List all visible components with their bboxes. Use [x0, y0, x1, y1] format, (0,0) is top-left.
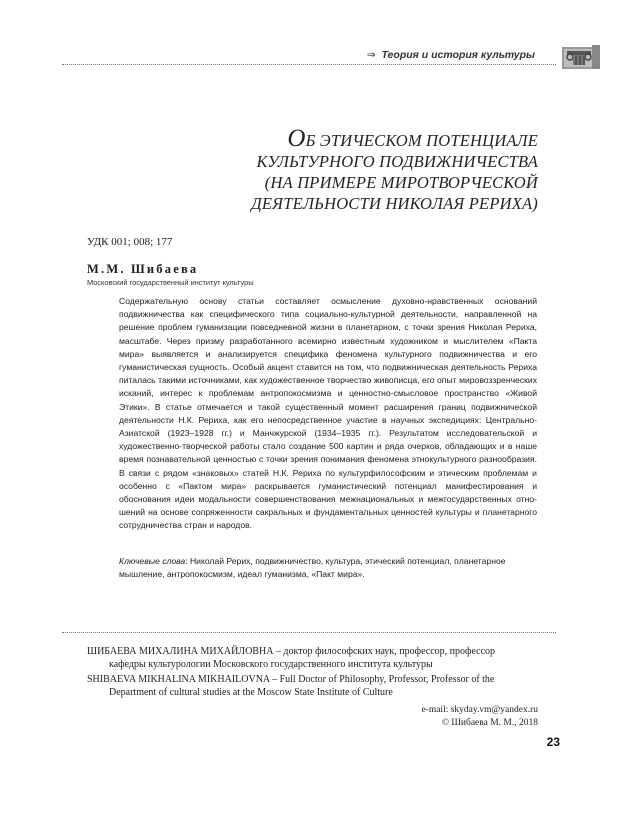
bio-en-line-2: Department of cultural studies at the Moscow State Institute of Culture [109, 686, 393, 698]
author-contacts [421, 704, 538, 730]
title-line-2: КУЛЬТУРНОГО ПОДВИЖНИЧЕСТВА [256, 152, 538, 171]
copyright: © Шибаева М. М., 2018 [441, 718, 538, 728]
page-number: 23 [546, 735, 560, 749]
header-divider [62, 64, 556, 65]
abstract: Содержательную основу статьи составляет осмысление духовно-нравственных оснований подвижничества как специфического типа социально-культурной деятельности, направленной на решение проблем гуманизации повседневной жизни в планетарном, с точки зрения Николая Рериха, масштабе. Через призму разработанного всемирно известным художником и мыслителем «Пакта мира» выявляется и анализируется специфика феномена культурного подвижничества и его гуманистическая сущность. Особый акцент ставится на том, что подвижническая деятельность Рериха питалась такими источниками, как художественное творчество живописца, его опыт мировоззренческих исканий, интерес к проблемам антропокосмизма и ценностно-смысловое пространство «Живой Этики». В статье отмечается и такой существенный момент расширения границ подвижнической деятельности Н.К. Рериха, как его непосредственное участие в научных экспедициях: Центрально-Азиатской (1923–1928 гг.) и Манчжурской (1934–1935 гг.). Результатом исследовательской и художественно-творческой работы стало создание 500 картин и ряда очерков, обладающих и в наше время познавательной ценностью с точки зрения понимания феномена этнокультурного разнообразия. В связи с рядом «знаковых» статей Н.К. Рериха по культурфилософским и этическим проблемам и особенно с «Пактом мира» раскрывается гуманистический потенциал манифестирования и обоснования идеи модальности совершенствования межнациональных и межгосударственных отношений на основе сопряженности сакральных и фундаментальных ценностей культуры и планетарного сотрудничества стран и народов. [119, 296, 537, 531]
keywords-label: Ключевые слова [119, 556, 186, 566]
author-bio-en [87, 674, 542, 699]
title-initial: О [287, 125, 306, 152]
author-bio-ru [87, 646, 542, 671]
bio-ru-line-2: кафедры культурологии Московского государственного института культуры [109, 658, 433, 670]
section-title: Теория и история культуры [381, 49, 535, 61]
title-line-1-text: Б ЭТИЧЕСКОМ ПОТЕНЦИАЛЕ [305, 131, 538, 150]
keywords [119, 555, 537, 581]
column-capital-logo-icon [562, 41, 600, 71]
title-line-4: ДЕЯТЕЛЬНОСТИ НИКОЛАЯ РЕРИХА) [251, 194, 538, 213]
title-line-3: (НА ПРИМЕРЕ МИРОТВОРЧЕСКОЙ [264, 173, 538, 192]
article-title [251, 125, 538, 214]
bio-en-line-1: SHIBAEVA MIKHALINA MIKHAILOVNA – Full Doctor of Philosophy, Professor, Professor of the [87, 674, 495, 685]
title-line-1 [251, 125, 538, 152]
footer-divider [62, 632, 556, 633]
udc-code: УДК 001; 008; 177 [87, 236, 173, 248]
bio-ru-line-1: ШИБАЕВА МИХАЛИНА МИХАЙЛОВНА – доктор философских наук, профессор, профессор [87, 646, 496, 657]
author-email[interactable]: e-mail: skyday.vm@yandex.ru [421, 705, 538, 715]
author-affiliation: Московский государственный институт культуры [87, 278, 254, 287]
keywords-text: : Николай Рерих, подвижничество, культура, этический потенциал, планетарное мышление, антропокосмизм, идеал гуманизма, «Пакт мира». [119, 556, 506, 580]
section-label [367, 49, 535, 61]
arrow-right-icon: ⇒ [366, 49, 376, 61]
author-name: М.М. Шибаева [87, 262, 199, 276]
